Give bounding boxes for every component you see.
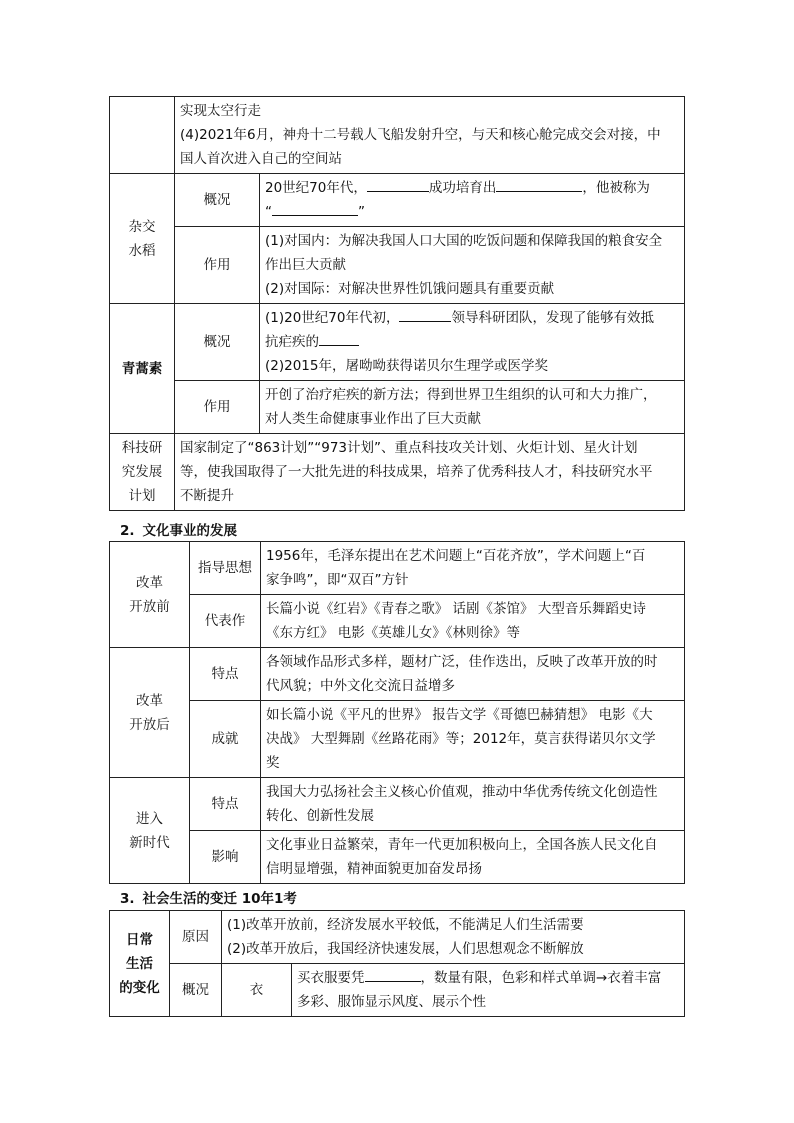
plans-cell: 国家制定了“863计划”“973计划”、重点科技攻关计划、火炬计划、星火计划 等，使我国取得了一大批先进的科技成果，培养了优秀科技人才，科技研究水平 不断提升 [175,434,685,511]
table-row [110,778,685,831]
overview-label: 概况 [170,964,222,1017]
post-reform-label: 改革 开放后 [110,648,190,778]
table-row [110,381,685,434]
fill-blank [496,177,582,192]
achieve-label: 成就 [190,701,261,778]
fill-blank [367,177,429,192]
table-row [110,227,685,304]
table-row [110,174,685,227]
new-feature-cell: 我国大力弘扬社会主义核心价值观，推动中华优秀传统文化创造性 转化、创新性发展 [261,778,685,831]
works-cell: 长篇小说《红岩》《青春之歌》 话剧《茶馆》 大型音乐舞蹈史诗 《东方红》 电影《英雄儿女》《林则徐》等 [261,595,685,648]
table-row [110,964,685,1017]
table-row [110,542,685,595]
clothing-cell: 买衣服要凭 ，数量有限，色彩和样式单调→衣着丰富 多彩、服饰显示风度、展示个性 [292,964,685,1017]
new-era-label: 进入 新时代 [110,778,190,884]
section-heading-culture: 2. 文化事业的发展 [120,523,238,539]
space-achievement-cell [175,97,685,174]
artemisinin-label: 青蒿素 [110,304,175,434]
rice-effect-label: 作用 [175,227,260,304]
artemisinin-effect-cell: 开创了治疗疟疾的新方法；得到世界卫生组织的认可和大力推广， 对人类生命健康事业作出了巨大贡献 [260,381,685,434]
post-feature-cell: 各领域作品形式多样，题材广泛，佳作迭出，反映了改革开放的时 代风貌；中外文化交流日益增多 [261,648,685,701]
fill-blank [272,201,358,216]
science-table [109,96,685,511]
reason-label: 原因 [170,911,222,964]
table-row [110,434,685,511]
table-row [110,701,685,778]
artemisinin-effect-label: 作用 [175,381,260,434]
rice-overview-label: 概况 [175,174,260,227]
reason-cell: (1)改革开放前，经济发展水平较低，不能满足人们生活需要 (2)改革开放后，我国经济快速发展，人们思想观念不断解放 [222,911,685,964]
text-fragment: 20世纪70年代， [265,180,367,196]
table-row [110,304,685,381]
fill-blank [399,307,451,322]
achieve-cell: 如长篇小说《平凡的世界》 报告文学《哥德巴赫猜想》 电影《大 决战》 大型舞剧《丝路花雨》等；2012年，莫言获得诺贝尔文学 奖 [261,701,685,778]
social-life-table [109,910,685,1017]
text-line: 实现太空行走 [180,103,261,119]
pre-reform-label: 改革 开放前 [110,542,190,648]
post-feature-label: 特点 [190,648,261,701]
table-row [110,911,685,964]
text-line: (4)2021年6月，神舟十二号载人飞船发射升空，与天和核心舱完成交会对接，中 [180,127,661,143]
artemisinin-overview-label: 概况 [175,304,260,381]
blank-cell [110,97,175,174]
fill-blank [319,331,359,346]
table-row [110,831,685,884]
section-heading-social-life: 3. 社会生活的变迁 10年1考 [120,891,297,907]
daily-life-label: 日常 生活 的变化 [110,911,170,1017]
guide-cell: 1956年，毛泽东提出在艺术问题上“百花齐放”，学术问题上“百 家争鸣”，即“双百”方针 [261,542,685,595]
fill-blank [365,967,421,982]
guide-label: 指导思想 [190,542,261,595]
table-row [110,595,685,648]
new-feature-label: 特点 [190,778,261,831]
impact-label: 影响 [190,831,261,884]
rice-overview-cell: 20世纪70年代， 成功培育出 ，他被称为 “ ” [260,174,685,227]
rice-label: 杂交 水稻 [110,174,175,304]
impact-cell: 文化事业日益繁荣，青年一代更加积极向上，全国各族人民文化自 信明显增强，精神面貌更加奋发昂扬 [261,831,685,884]
text-fragment: ，他被称为 [582,180,650,196]
plans-label: 科技研 究发展 计划 [110,434,175,511]
table-row [110,97,685,174]
artemisinin-overview-cell: (1)20世纪70年代初， 领导科研团队，发现了能够有效抵 抗疟疾的 (2)2015年，屠呦呦获得诺贝尔生理学或医学奖 [260,304,685,381]
rice-effect-cell: (1)对国内：为解决我国人口大国的吃饭问题和保障我国的粮食安全 作出巨大贡献 (2)对国际：对解决世界性饥饿问题具有重要贡献 [260,227,685,304]
works-label: 代表作 [190,595,261,648]
clothing-label: 衣 [222,964,292,1017]
culture-table [109,541,685,884]
text-line: 国人首次进入自己的空间站 [180,151,342,167]
text-fragment: 成功培育出 [428,180,497,196]
table-row [110,648,685,701]
